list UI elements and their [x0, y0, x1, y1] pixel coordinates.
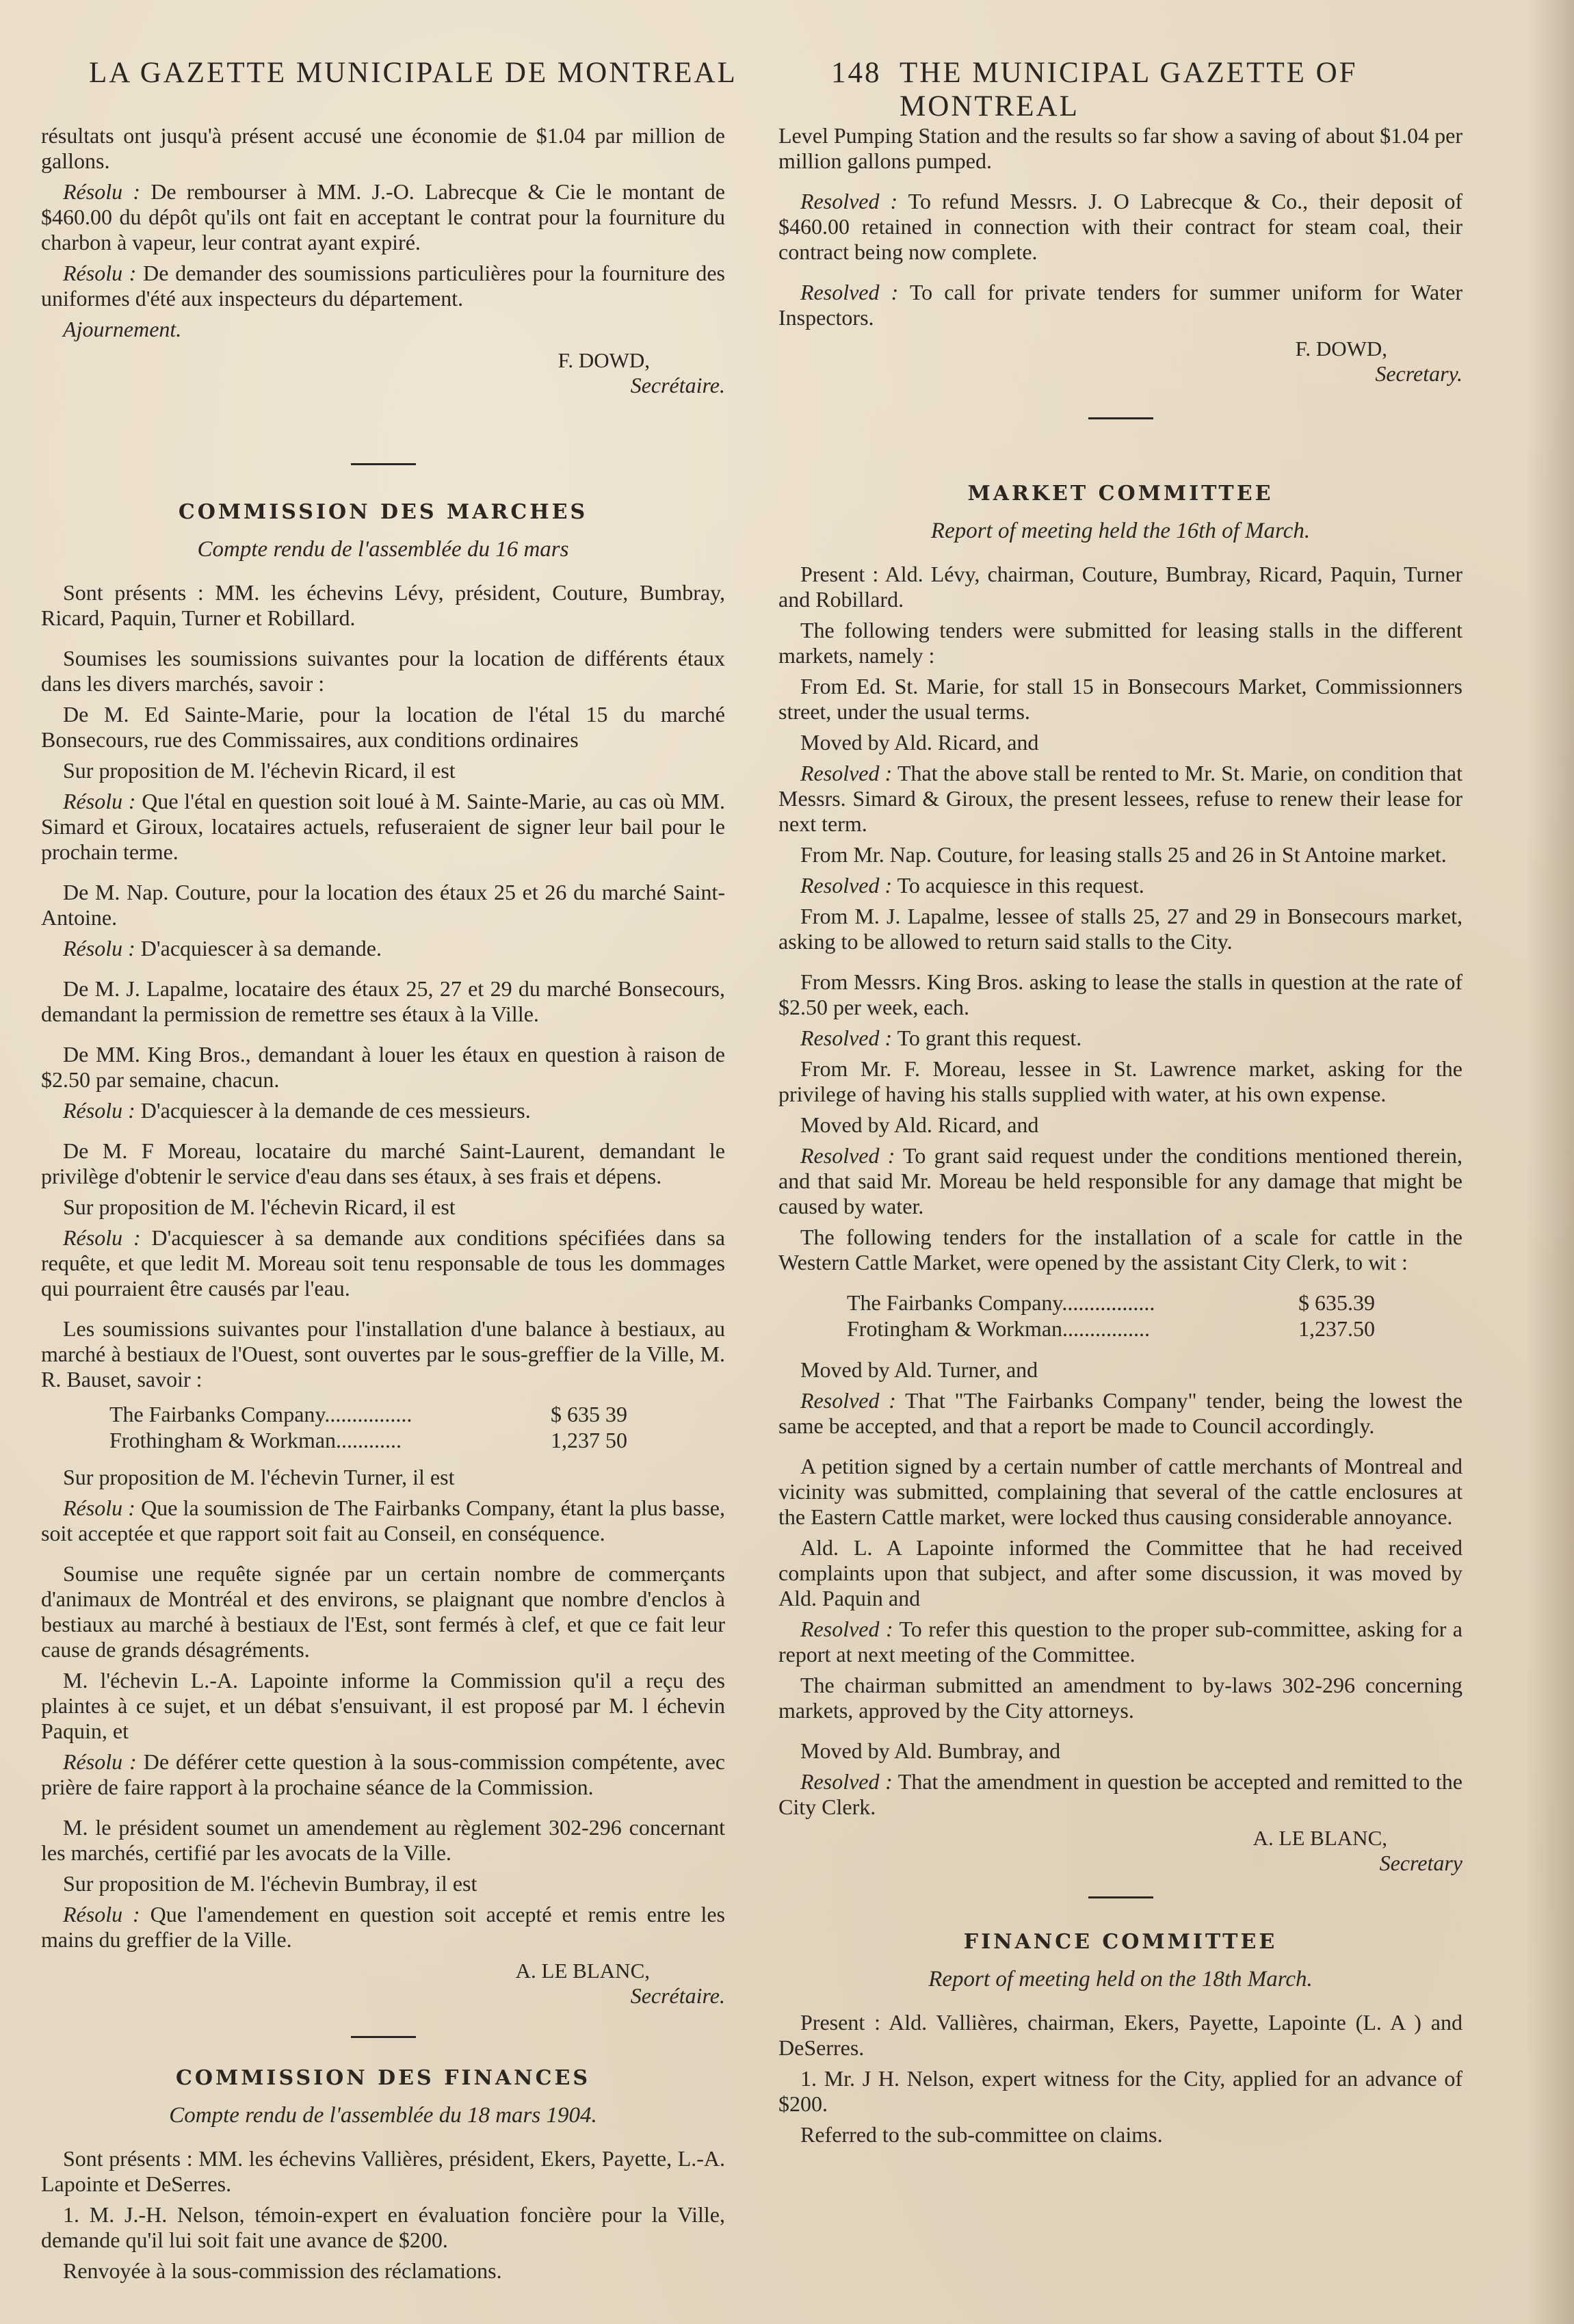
paragraph — [778, 1769, 1462, 1820]
signature-role: Secrétaire. — [630, 373, 725, 397]
paragraph: From M. J. Lapalme, lessee of stalls 25, 27 and 29 in Bonsecours market, asking to be allowed to return said stalls to the City. — [778, 904, 1462, 954]
section-divider — [1088, 1896, 1153, 1898]
paragraph: M. le président soumet un amendement au règlement 302-296 concernant les marchés, certifié par les avocats de la Ville. — [41, 1815, 725, 1865]
resolution-text: That the above stall be rented to Mr. St. Marie, on condition that Messrs. Simard & Giroux, the present lessees, refuse to renew their lease for next term. — [778, 761, 1463, 836]
paragraph: The following tenders were submitted for leasing stalls in the different markets, namely : — [778, 618, 1462, 668]
paragraph — [41, 179, 725, 255]
tender-value: $ 635 39 — [551, 1402, 627, 1426]
paragraph — [778, 1143, 1462, 1219]
paragraph: De M. Ed Sainte-Marie, pour la location de l'étal 15 du marché Bonsecours, rue des Commissaires, aux conditions ordinaires — [41, 702, 725, 752]
paragraph: De MM. King Bros., demandant à louer les étaux en question à raison de $2.50 par semaine, chacun. — [41, 1042, 725, 1092]
resolution-text: To refund Messrs. J. O Labrecque & Co., their deposit of $460.00 retained in connection with their contract for steam coal, their contract being now complete. — [778, 189, 1462, 264]
tender-table — [41, 1402, 725, 1454]
section-title: COMMISSION DES FINANCES — [175, 2066, 590, 2090]
paragraph: From Mr. Nap. Couture, for leasing stalls 25 and 26 in St Antoine market. — [800, 842, 1447, 867]
page-header — [82, 56, 1464, 122]
paragraph — [778, 1617, 1462, 1667]
paragraph — [778, 1026, 1462, 1051]
resolution-label: Resolved : — [800, 1769, 893, 1794]
english-column — [778, 123, 1462, 2153]
paragraph: The following tenders for the installation of a scale for cattle in the Western Cattle Market, were opened by the assistant City Clerk, to wit : — [778, 1225, 1462, 1275]
paragraph: A petition signed by a certain number of cattle merchants of Montreal and vicinity was submitted, complaining that several of the cattle enclosures at the Eastern Cattle market, were locked thus causing considerable annoyance. — [778, 1454, 1462, 1529]
signature-name: A. LE BLANC, — [515, 1959, 650, 1983]
resolution-text: De rembourser à MM. J.-O. Labrecque & Cie le montant de $460.00 du dépôt qu'ils ont fait en acceptant le contrat pour la fourniture du charbon à vapeur, leur contrat ayant expiré. — [41, 179, 725, 254]
tender-value: 1,237.50 — [1298, 1316, 1375, 1341]
paragraph: Les soumissions suivantes pour l'installation d'une balance à bestiaux, au marché à bestiaux de l'Ouest, sont ouvertes par le sous-greffier de la Ville, M. R. Bauset, savoir : — [41, 1316, 725, 1392]
signature — [778, 1825, 1462, 1876]
paragraph — [778, 280, 1462, 330]
paragraph — [41, 1225, 725, 1301]
paragraph: De M. J. Lapalme, locataire des étaux 25, 27 et 29 du marché Bonsecours, demandant la permission de remettre ses étaux à la Ville. — [41, 976, 725, 1026]
adjournment: Ajournement. — [63, 317, 182, 341]
paragraph: Moved by Ald. Ricard, and — [800, 1112, 1039, 1137]
resolution-label: Résolu : — [63, 789, 136, 813]
resolution-text: D'acquiescer à sa demande aux conditions spécifiées dans sa requête, et que ledit M. Moreau soit tenu responsable de tous les dommages qui pourraient être causés par l'eau. — [41, 1225, 726, 1301]
resolution-label: Resolved : — [800, 189, 898, 213]
paragraph: Present : Ald. Lévy, chairman, Couture, Bumbray, Ricard, Paquin, Turner and Robillard. — [778, 562, 1462, 612]
tender-value: $ 635.39 — [1298, 1290, 1375, 1315]
paragraph — [41, 1902, 725, 1953]
paragraph: Moved by Ald. Turner, and — [800, 1357, 1038, 1382]
resolution-label: Resolved : — [800, 1026, 893, 1050]
resolution-label: Résolu : — [63, 1225, 141, 1250]
resolution-label: Résolu : — [63, 936, 135, 961]
tender-name: Frothingham & Workman............ — [109, 1428, 402, 1452]
resolution-label: Resolved : — [800, 1388, 896, 1413]
paragraph — [41, 1496, 725, 1546]
resolution-text: That "The Fairbanks Company" tender, being the lowest the same be accepted, and that a report be made to Council accordingly. — [778, 1388, 1463, 1438]
signature-name: A. LE BLANC, — [1252, 1826, 1387, 1850]
paragraph: Sur proposition de M. l'échevin Ricard, il est — [63, 758, 456, 783]
resolution-label: Resolved : — [800, 761, 893, 785]
paragraph: Present : Ald. Vallières, chairman, Ekers, Payette, Lapointe (L. A ) and DeSerres. — [778, 2010, 1462, 2060]
section-subtitle: Compte rendu de l'assemblée du 18 mars 1904. — [169, 2103, 597, 2128]
signature — [41, 348, 725, 398]
paragraph — [778, 873, 1462, 898]
paragraph — [41, 1098, 725, 1123]
paragraph: Level Pumping Station and the results so far show a saving of about $1.04 per million gallons pumped. — [778, 123, 1462, 173]
resolution-text: De déférer cette question à la sous-commission compétente, avec prière de faire rapport à la prochaine séance de la Commission. — [41, 1749, 726, 1799]
paragraph: résultats ont jusqu'à présent accusé une économie de $1.04 par million de gallons. — [41, 123, 725, 173]
paragraph: Moved by Ald. Ricard, and — [800, 730, 1039, 755]
section-title: FINANCE COMMITTEE — [963, 1930, 1278, 1954]
paragraph: From Messrs. King Bros. asking to lease the stalls in question at the rate of $2.50 per week, each. — [778, 969, 1462, 1019]
resolution-text: That the amendment in question be accepted and remitted to the City Clerk. — [778, 1769, 1463, 1819]
resolution-label: Resolved : — [800, 1617, 893, 1641]
resolution-text: Que l'amendement en question soit accepté et remis entre les mains du greffier de la Ville. — [41, 1902, 726, 1952]
resolution-label: Résolu : — [63, 261, 137, 285]
resolution-text: De demander des soumissions particulières pour la fourniture des uniformes d'été aux inspecteurs du département. — [41, 261, 726, 311]
paragraph — [41, 789, 725, 865]
paragraph: The chairman submitted an amendment to by-laws 302-296 concerning markets, approved by the City attorneys. — [778, 1673, 1462, 1723]
paragraph: De M. F Moreau, locataire du marché Saint-Laurent, demandant le privilège d'obtenir le service d'eau dans ses étaux, à ses frais et dépens. — [41, 1138, 725, 1188]
section-divider — [351, 463, 416, 465]
header-english-title: THE MUNICIPAL GAZETTE OF MONTREAL — [900, 57, 1358, 122]
resolution-text: To call for private tenders for summer uniform for Water Inspectors. — [778, 280, 1463, 330]
resolution-text: To grant this request. — [892, 1026, 1082, 1050]
signature — [778, 336, 1462, 387]
paragraph — [778, 1388, 1462, 1439]
section-subtitle: Report of meeting held on the 18th March. — [928, 1967, 1313, 1992]
paragraph: De M. Nap. Couture, pour la location des étaux 25 et 26 du marché Saint-Antoine. — [41, 880, 725, 930]
paragraph — [41, 261, 725, 311]
paragraph: From Ed. St. Marie, for stall 15 in Bonsecours Market, Commissionners street, under the usual terms. — [778, 674, 1462, 724]
section-title: COMMISSION DES MARCHES — [178, 500, 588, 524]
resolution-text: Que la soumission de The Fairbanks Company, étant la plus basse, soit acceptée et que rapport soit fait au Conseil, en conséquence. — [41, 1496, 726, 1545]
paragraph: Sur proposition de M. l'échevin Bumbray, il est — [63, 1871, 477, 1896]
paragraph: Soumise une requête signée par un certain nombre de commerçants d'animaux de Montréal et des environs, se plaignant que nombre d'enclos à bestiaux au marché à bestiaux de l'Est, sont fermés à clef, et que ce fait leur cause de grands désagréments. — [41, 1561, 725, 1662]
header-french-title: LA GAZETTE MUNICIPALE DE MONTREAL — [89, 57, 737, 89]
tender-name: The Fairbanks Company................ — [109, 1402, 412, 1426]
page-edge-shadow — [1526, 0, 1574, 2324]
tender-row — [41, 1428, 725, 1454]
paragraph — [41, 1749, 725, 1800]
paragraph: Sont présents : MM. les échevins Lévy, président, Couture, Bumbray, Ricard, Paquin, Turner et Robillard. — [41, 580, 725, 630]
paragraph: Sur proposition de M. l'échevin Turner, il est — [63, 1465, 455, 1489]
resolution-label: Resolved : — [800, 1143, 895, 1168]
paragraph: Renvoyée à la sous-commission des réclamations. — [63, 2258, 502, 2283]
paragraph: 1. M. J.-H. Nelson, témoin-expert en évaluation foncière pour la Ville, demande qu'il lui soit fait une avance de $200. — [41, 2202, 725, 2252]
section-divider — [351, 2036, 416, 2038]
tender-table — [778, 1290, 1462, 1342]
tender-name: The Fairbanks Company................. — [847, 1290, 1155, 1315]
signature-role: Secretary. — [1375, 361, 1462, 386]
tender-name: Frotingham & Workman................ — [847, 1316, 1151, 1341]
page-number: 148 — [831, 57, 882, 89]
section-subtitle: Compte rendu de l'assemblée du 16 mars — [197, 537, 569, 562]
paragraph: Sont présents : MM. les échevins Vallières, président, Ekers, Payette, L.-A. Lapointe et DeSerres. — [41, 2146, 725, 2196]
resolution-label: Resolved : — [800, 873, 893, 898]
resolution-text: D'acquiescer à la demande de ces messieurs. — [135, 1098, 531, 1123]
resolution-text: D'acquiescer à sa demande. — [135, 936, 382, 961]
resolution-text: Que l'étal en question soit loué à M. Sainte-Marie, au cas où MM. Simard et Giroux, locataires actuels, refuseraient de signer leur bail pour le prochain terme. — [41, 789, 726, 864]
paragraph: From Mr. F. Moreau, lessee in St. Lawrence market, asking for the privilege of having his stalls supplied with water, at his own expense. — [778, 1056, 1462, 1106]
signature — [41, 1958, 725, 2009]
tender-row — [778, 1316, 1462, 1342]
resolution-label: Résolu : — [63, 1902, 140, 1927]
resolution-text: To grant said request under the conditions mentioned therein, and that said Mr. Moreau be held responsible for any damage that might be caused by water. — [778, 1143, 1463, 1218]
signature-name: F. DOWD, — [1295, 337, 1387, 361]
paragraph — [778, 189, 1462, 265]
resolution-text: To refer this question to the proper sub-committee, asking for a report at next meeting of the Committee. — [778, 1617, 1463, 1667]
french-column — [41, 123, 725, 2289]
paragraph: Soumises les soumissions suivantes pour la location de différents étaux dans les divers marchés, savoir : — [41, 646, 725, 696]
resolution-label: Résolu : — [63, 1749, 137, 1774]
paragraph: Ald. L. A Lapointe informed the Committee that he had received complaints upon that subject, and after some discussion, it was moved by Ald. Paquin and — [778, 1535, 1462, 1610]
resolution-text: To acquiesce in this request. — [892, 873, 1144, 898]
signature-name: F. DOWD, — [558, 348, 650, 372]
signature-role: Secrétaire. — [630, 1983, 725, 2008]
paragraph: Sur proposition de M. l'échevin Ricard, il est — [63, 1194, 456, 1219]
section-title: MARKET COMMITTEE — [967, 482, 1274, 506]
paragraph — [778, 761, 1462, 837]
paragraph: 1. Mr. J H. Nelson, expert witness for the City, applied for an advance of $200. — [778, 2066, 1462, 2116]
paragraph: Moved by Ald. Bumbray, and — [800, 1738, 1061, 1763]
tender-row — [41, 1402, 725, 1428]
tender-row — [778, 1290, 1462, 1316]
section-subtitle: Report of meeting held the 16th of March. — [930, 519, 1311, 543]
resolution-label: Resolved : — [800, 280, 899, 304]
signature-role: Secretary — [1379, 1851, 1462, 1875]
paragraph: Referred to the sub-committee on claims. — [800, 2122, 1163, 2147]
section-divider — [1088, 417, 1153, 419]
paragraph — [41, 936, 725, 961]
resolution-label: Résolu : — [63, 1496, 135, 1520]
resolution-label: Résolu : — [63, 179, 141, 204]
tender-value: 1,237 50 — [551, 1428, 627, 1452]
paragraph: M. l'échevin L.-A. Lapointe informe la Commission qu'il a reçu des plaintes à ce sujet, et un débat s'ensuivant, il est proposé par M. l échevin Paquin, et — [41, 1668, 725, 1743]
resolution-label: Résolu : — [63, 1098, 135, 1123]
